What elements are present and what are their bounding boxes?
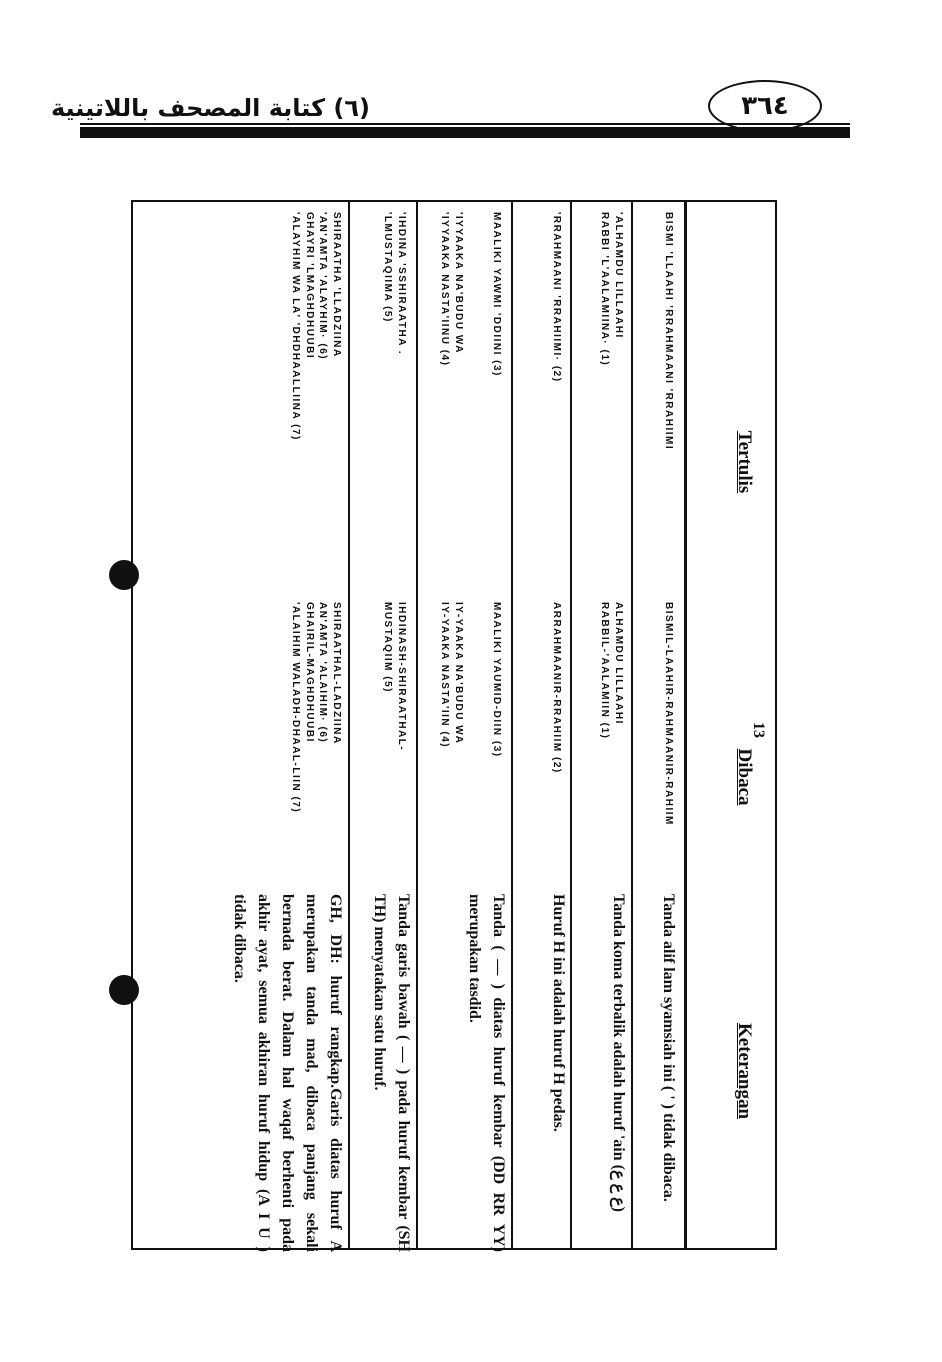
cell-tertulis-1: 'ALHAMDU LILLAAHI RABBI 'L'AALAMIINA· (1): [599, 212, 624, 367]
cell-dibaca-4: IY-YAAKA NA'BUDU WA IY-YAAKA NASTA'IIN (4): [439, 602, 464, 749]
table-page-marker: 13: [750, 722, 767, 738]
cell-tertulis-4: 'IYYAAKA NA'BUDU WA 'IYYAAKA NASTA'IINU (4): [439, 212, 464, 367]
row-divider: [570, 202, 572, 1248]
header-divider: [684, 202, 687, 1248]
page-number-oval: ٣٦٤: [708, 80, 822, 132]
cell-dibaca-6: SHIRAATHAL-LADZIINA AN'AMTA 'ALAIHIM· (6) GHAIRIL-MAGHDHUUBI 'ALAIHIM WALADH-DHAAL-LIIN (7): [290, 602, 342, 814]
header-rule-thin: [80, 123, 850, 125]
cell-dibaca-1: ALHAMDU LILLAAHI RABBIL-'AALAMIIN (1): [599, 602, 624, 740]
row-divider: [416, 202, 418, 1248]
row-divider: [348, 202, 350, 1248]
row-divider: [511, 202, 513, 1248]
cell-keterangan-2: Huruf H ini adalah huruf H pedas.: [550, 894, 567, 1132]
cell-keterangan-0: Tanda alif lam syamsiah ini ( ' ) tidak dibaca.: [660, 894, 677, 1202]
cell-tertulis-3: MAALIKI YAWMI 'DDIINI (3): [491, 212, 502, 377]
cell-dibaca-5: IHDINASH-SHIRAATHAL- MUSTAQIIM (5): [382, 602, 407, 752]
header-rule-thick: [80, 127, 850, 138]
cell-keterangan-3: Tanda ( — ) diatas huruf kembar (DD RR YY) merupakan tasdid.: [466, 894, 507, 1252]
cell-tertulis-0: BISMI 'LLAAHI 'RRAHMAANI 'RRAHIIMI: [663, 212, 674, 451]
cell-tertulis-6: SHIRAATHA 'LLADZIINA 'AN'AMTA 'ALAYHIM· (6) GHAYRI 'LMAGHDHUUBI 'ALAYHIM WA LA' 'DHDHAALLIINA (7): [290, 212, 342, 441]
header-title: (٦) كتابة المصحف باللاتينية: [50, 94, 370, 122]
cell-tertulis-5: 'IHDINA 'SSHIRAATHA . 'LMUSTAQIIMA (5): [382, 212, 407, 356]
column-header-dibaca: Dibaca: [734, 748, 755, 806]
cell-dibaca-2: ARRAHMAANIR-RRAHIIM (2): [551, 602, 562, 774]
table-header-row: [703, 202, 775, 1252]
cell-keterangan-5: Tanda garis bawah ( — ) pada huruf kembar (SH TH) menyatakan satu huruf.: [371, 894, 412, 1252]
transliteration-table: [131, 200, 777, 1250]
cell-keterangan-1: Tanda koma terbalik adalah huruf 'ain (ع ع ع): [610, 894, 627, 1212]
cell-keterangan-6: GH, DH: huruf rangkap.Garis diatas huruf A merupakan tanda mad, dibaca panjang sekali bernada berat. Dalam hal waqaf berhenti pada akhir ayat, semua akhiran huruf hidup (A I U ) tidak dibaca.: [231, 894, 344, 1252]
cell-tertulis-2: 'RRAHMAANI 'RRAHIIMI· (2): [551, 212, 562, 383]
cell-dibaca-3: MAALIKI YAUMID-DIIN (3): [491, 602, 502, 758]
cell-dibaca-0: BISMIL-LAAHIR-RAHMAANIR-RAHIIM: [663, 602, 674, 826]
rotated-table-wrap: [131, 200, 777, 1250]
column-header-tertulis: Tertulis: [734, 430, 755, 494]
row-divider: [631, 202, 633, 1248]
column-header-keterangan: Keterangan: [734, 1022, 755, 1120]
